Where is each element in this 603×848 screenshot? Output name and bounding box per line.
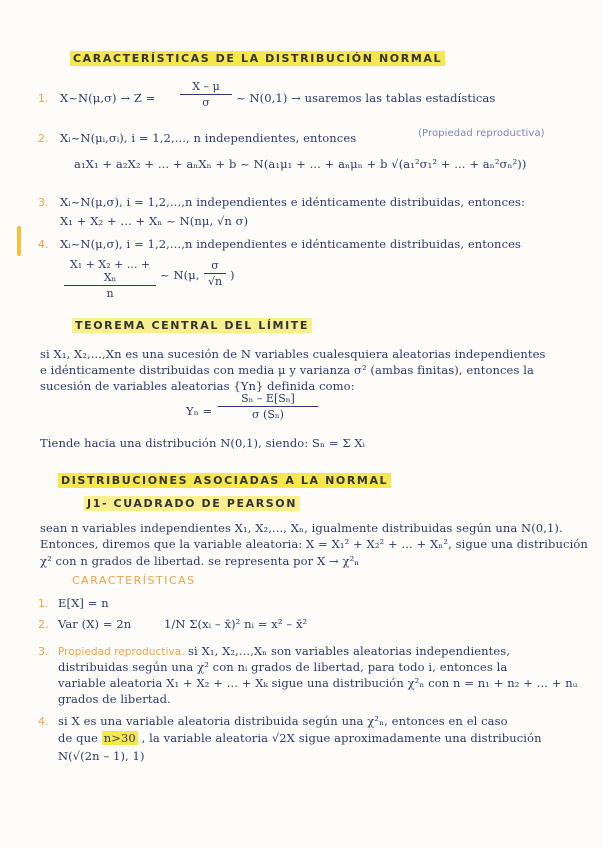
chi-line-3: χ² con n grados de libertad. se representa por X → χ²ₙ <box>40 554 360 568</box>
property-2-formula: a₁X₁ + a₂X₂ + ... + aₙXₙ + b ~ N(a₁μ₁ + ... + aₙμₙ + b √(a₁²σ₁² + ... + aₙ²σₙ²)) <box>74 157 527 171</box>
tcl-line-4: Tiende hacia una distribución N(0,1), siendo: Sₙ = Σ Xᵢ <box>40 436 366 450</box>
item-number: 1. <box>38 597 49 610</box>
yn-numerator: Sₙ – E[Sₙ] <box>218 392 318 407</box>
chi-prop-3-line-1 <box>58 644 510 658</box>
mean-fraction <box>64 258 156 300</box>
chi-prop-3-line-3: variable aleatoria X₁ + X₂ + ... + Xₖ sigue una distribución χ²ₙ con n = n₁ + n₂ + ... + nᵤ <box>58 676 578 690</box>
z-numerator: X – μ <box>180 80 232 95</box>
yn-label: Yₙ = <box>186 404 213 418</box>
z-denominator: σ <box>202 96 210 109</box>
item-number: 2. <box>38 618 49 631</box>
z-fraction <box>180 80 232 109</box>
section-title-distributions: DISTRIBUCIONES ASOCIADAS A LA NORMAL <box>58 473 391 488</box>
variance-formula: 1/N Σ(xᵢ – x̄)² nᵢ = x² – x̄² <box>164 617 308 631</box>
tcl-line-3: sucesión de variables aleatorias {Yn} definida como: <box>40 379 355 393</box>
property-4-dist: ~ N(μ, <box>160 268 200 282</box>
tcl-line-2: e idénticamente distribuidas con media μ y varianza σ² (ambas finitas), entonces la <box>40 363 534 377</box>
chi-prop-4-line-1: si X es una variable aleatoria distribuida según una χ²ₙ, entonces en el caso <box>58 714 508 728</box>
mean-numerator: X₁ + X₂ + ... + Xₙ <box>64 258 156 286</box>
tcl-line-1: si X₁, X₂,...,Xn es una sucesión de N variables cualesquiera aleatorias independientes <box>40 347 546 361</box>
item-number: 3. <box>38 645 49 658</box>
margin-highlight <box>17 226 21 256</box>
chi-prop-4-line-2 <box>58 731 542 745</box>
sigma-over-root-n <box>204 259 226 288</box>
chi-prop-3-line-4: grados de libertad. <box>58 692 171 706</box>
item-number: 4. <box>38 715 49 728</box>
chi-mean: E[X] = n <box>58 596 109 610</box>
chi-line-2: Entonces, diremos que la variable aleatoria: X = X₁² + X₂² + ... + Xₙ², sigue una distribución <box>40 537 588 551</box>
subsection-title-chi-square: J1- CUADRADO DE PEARSON <box>84 496 300 511</box>
property-1-lhs: X~N(μ,σ) → Z = <box>60 91 156 105</box>
property-3-formula: X₁ + X₂ + ... + Xₙ ~ N(nμ, √n σ) <box>60 214 249 228</box>
root-n-denominator: √n <box>207 275 223 288</box>
item-number: 1. <box>38 92 49 105</box>
n-threshold-highlight: n>30 <box>103 731 136 745</box>
sigma-numerator: σ <box>204 259 226 274</box>
chi-prop-3-line-2: distribuidas según una χ² con nᵢ grados de libertad, para todo i, entonces la <box>58 660 508 674</box>
property-3-statement: Xᵢ~N(μ,σ), i = 1,2,...,n independientes e idénticamente distribuidas, entonces: <box>60 195 525 209</box>
yn-denominator: σ (Sₙ) <box>252 408 284 421</box>
chi-variance: Var (X) = 2n <box>58 617 132 631</box>
property-4-close: ) <box>230 268 235 282</box>
chi-prop-4-suffix: , la variable aleatoria √2X sigue aproximadamente una distribución <box>141 731 542 745</box>
chi-line-1: sean n variables independientes X₁, X₂,..., Xₙ, igualmente distribuidas según una N(0,1). <box>40 521 563 535</box>
item-number: 2. <box>38 132 49 145</box>
chi-prop-4-prefix: de que <box>58 731 98 745</box>
mean-denominator: n <box>106 287 114 300</box>
section-title-normal: CARACTERÍSTICAS DE LA DISTRIBUCIÓN NORMAL <box>70 51 445 66</box>
chi-prop-3-text: si X₁, X₂,...,Xₙ son variables aleatorias independientes, <box>188 644 511 658</box>
reproductive-label: Propiedad reproductiva. <box>58 646 185 658</box>
section-title-tcl: TEOREMA CENTRAL DEL LÍMITE <box>72 318 312 333</box>
item-number: 3. <box>38 196 49 209</box>
property-4-statement: Xᵢ~N(μ,σ), i = 1,2,...,n independientes e idénticamente distribuidas, entonces <box>60 237 522 251</box>
yn-fraction <box>218 392 318 421</box>
chi-prop-4-line-3: N(√(2n – 1), 1) <box>58 749 145 763</box>
item-number: 4. <box>38 238 49 251</box>
characteristics-title: CARACTERÍSTICAS <box>72 574 196 587</box>
property-1-rhs: ~ N(0,1) → usaremos las tablas estadísticas <box>236 91 496 105</box>
property-2-statement: Xᵢ~N(μᵢ,σᵢ), i = 1,2,..., n independientes, entonces <box>60 131 357 145</box>
property-2-note: (Propiedad reproductiva) <box>418 128 545 139</box>
